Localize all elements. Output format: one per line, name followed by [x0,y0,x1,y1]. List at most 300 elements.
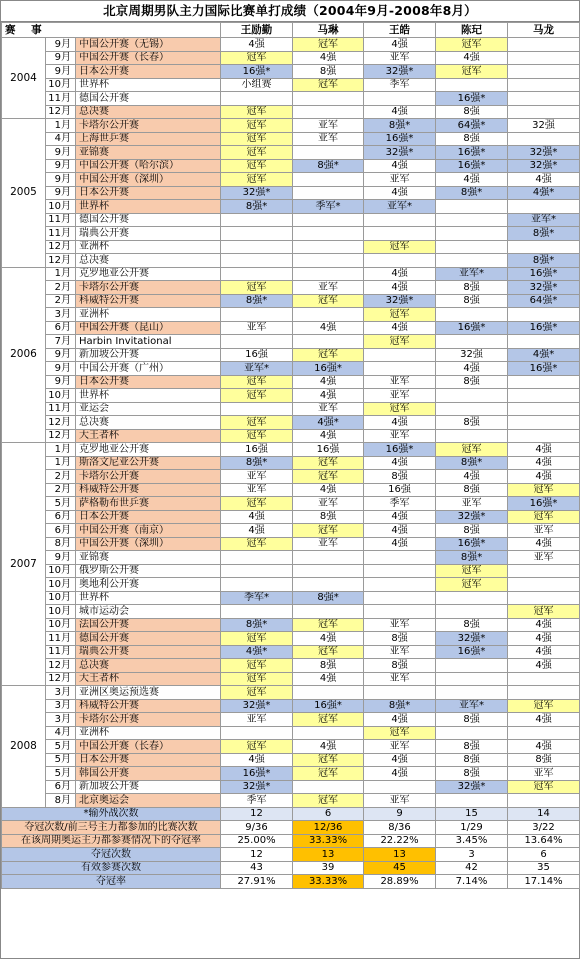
month-cell: 9月 [46,173,76,187]
event-cell: 总决赛 [76,105,221,119]
month-cell: 11月 [46,645,76,659]
month-cell: 12月 [46,254,76,268]
table-row [2,159,580,173]
result-cell: 32强* [436,780,508,794]
result-cell [221,267,293,281]
result-cell: 冠军 [364,308,436,322]
result-cell: 16强* [293,362,364,376]
stats-label: 在该周期奥运主力都参赛情况下的夺冠率 [2,834,221,848]
result-cell [364,213,436,227]
result-cell: 亚军 [364,173,436,187]
result-cell: 亚军* [221,362,293,376]
result-cell: 8强* [436,551,508,565]
result-cell [293,240,364,254]
result-cell: 冠军 [221,51,293,65]
result-cell: 8强 [293,510,364,524]
result-cell [508,416,580,430]
result-cell [436,794,508,808]
event-cell: 日本公开赛 [76,65,221,79]
result-cell: 8强* [436,186,508,200]
result-cell: 4强 [508,618,580,632]
result-cell: 4强 [364,456,436,470]
month-cell: 9月 [46,375,76,389]
result-cell: 32强* [436,632,508,646]
result-cell [508,335,580,349]
result-cell [293,254,364,268]
stats-label: 有效参赛次数 [2,861,221,875]
result-cell [221,92,293,106]
header-event: 赛 事 [2,23,221,38]
event-cell: 总决赛 [76,659,221,673]
month-cell: 5月 [46,497,76,511]
result-cell: 4强 [364,267,436,281]
stats-row [2,848,580,862]
result-cell: 小组赛 [221,78,293,92]
result-cell: 8强* [293,591,364,605]
result-cell: 8强 [436,416,508,430]
table-row [2,186,580,200]
result-cell: 4强 [293,51,364,65]
result-cell: 8强 [293,659,364,673]
month-cell: 5月 [46,753,76,767]
result-cell: 冠军 [221,740,293,754]
month-cell: 12月 [46,672,76,686]
result-cell: 4强 [293,740,364,754]
result-cell: 亚军 [508,524,580,538]
event-cell: 卡塔尔公开赛 [76,119,221,133]
result-cell [293,146,364,160]
result-cell [436,672,508,686]
result-cell: 冠军 [293,645,364,659]
result-cell: 4强 [508,456,580,470]
result-cell: 4强 [508,632,580,646]
month-cell: 10月 [46,78,76,92]
result-cell [436,254,508,268]
table-row [2,497,580,511]
event-cell: 总决赛 [76,254,221,268]
event-cell: 中国公开赛（长春） [76,51,221,65]
result-cell: 亚军 [364,618,436,632]
event-cell: 德国公开赛 [76,92,221,106]
result-cell [293,186,364,200]
result-cell: 亚军 [508,551,580,565]
result-cell [508,794,580,808]
table-row [2,173,580,187]
result-cell: 亚军 [221,483,293,497]
result-cell: 冠军 [436,65,508,79]
month-cell: 3月 [46,308,76,322]
event-cell: 奥地利公开赛 [76,578,221,592]
result-cell: 亚军 [364,429,436,443]
result-cell: 32强 [508,119,580,133]
month-cell: 9月 [46,146,76,160]
result-cell: 64强* [436,119,508,133]
month-cell: 12月 [46,105,76,119]
event-cell: 世界杯 [76,591,221,605]
result-cell: 8强* [221,200,293,214]
result-cell: 32强* [508,146,580,160]
result-cell: 冠军 [221,375,293,389]
event-cell: 亚洲杯 [76,726,221,740]
month-cell: 9月 [46,65,76,79]
result-cell: 32强* [221,780,293,794]
result-cell: 冠军 [221,173,293,187]
result-cell: 冠军 [221,159,293,173]
result-cell: 8强* [508,227,580,241]
result-cell: 32强* [508,159,580,173]
table-row [2,578,580,592]
result-cell: 冠军 [221,497,293,511]
result-cell: 4强* [508,186,580,200]
result-cell: 冠军 [221,281,293,295]
month-cell: 4月 [46,726,76,740]
table-row [2,213,580,227]
result-cell: 16强* [508,362,580,376]
stats-value: 43 [221,861,293,875]
month-cell: 9月 [46,38,76,52]
result-cell: 冠军 [221,429,293,443]
result-cell [436,227,508,241]
result-cell [293,605,364,619]
result-cell: 16强 [221,443,293,457]
table-row [2,726,580,740]
result-cell [436,240,508,254]
result-cell [221,551,293,565]
result-cell: 亚军* [364,200,436,214]
table-row [2,456,580,470]
stats-value: 45 [364,861,436,875]
month-cell: 1月 [46,456,76,470]
result-cell [508,240,580,254]
result-cell: 冠军 [293,618,364,632]
month-cell: 6月 [46,510,76,524]
result-cell: 4强 [293,632,364,646]
result-cell: 亚军 [293,281,364,295]
month-cell: 2月 [46,470,76,484]
result-cell: 冠军 [293,524,364,538]
result-cell: 8强 [436,375,508,389]
month-cell: 9月 [46,348,76,362]
event-cell: 中国公开赛（南京） [76,524,221,538]
result-cell: 8强 [436,524,508,538]
result-cell: 亚军 [364,672,436,686]
result-cell: 冠军 [221,389,293,403]
month-cell: 11月 [46,213,76,227]
table-row [2,686,580,700]
month-cell: 9月 [46,551,76,565]
stats-value: 13 [364,848,436,862]
event-cell: 新加坡公开赛 [76,348,221,362]
stats-value: 13 [293,848,364,862]
result-cell: 冠军 [508,699,580,713]
table-row [2,389,580,403]
result-cell: 16强* [364,132,436,146]
stats-value: 1/29 [436,821,508,835]
result-cell: 16强* [436,92,508,106]
stats-value: 15 [436,807,508,821]
result-cell: 4强 [364,321,436,335]
result-cell: 4强 [293,483,364,497]
table-row [2,740,580,754]
year-cell: 2008 [2,686,46,808]
result-cell: 16强* [436,146,508,160]
results-table [1,22,580,889]
table-row [2,794,580,808]
result-cell: 4强* [293,416,364,430]
result-cell [508,65,580,79]
result-cell [364,92,436,106]
event-cell: 克罗地亚公开赛 [76,267,221,281]
result-cell [508,200,580,214]
table-row [2,632,580,646]
result-cell: 8强* [221,618,293,632]
result-cell: 冠军 [436,443,508,457]
result-cell: 冠军 [293,794,364,808]
result-cell: 4强* [221,645,293,659]
stats-label: *输外战次数 [2,807,221,821]
month-cell: 10月 [46,564,76,578]
result-cell [508,402,580,416]
stats-value: 22.22% [364,834,436,848]
result-cell: 16强* [221,65,293,79]
event-cell: 中国公开赛（深圳） [76,537,221,551]
table-row [2,240,580,254]
result-cell [436,335,508,349]
result-cell [293,308,364,322]
month-cell: 6月 [46,321,76,335]
result-cell: 4强 [364,105,436,119]
result-cell: 冠军 [364,240,436,254]
result-cell: 4强 [436,470,508,484]
table-row [2,524,580,538]
result-cell: 亚军 [364,740,436,754]
stats-label: 夺冠次数 [2,848,221,862]
table-row [2,416,580,430]
table-row [2,605,580,619]
result-cell [364,578,436,592]
event-cell: 克罗地亚公开赛 [76,443,221,457]
month-cell: 11月 [46,402,76,416]
result-cell: 4强 [221,524,293,538]
result-cell [293,92,364,106]
table-row [2,281,580,295]
result-cell [293,105,364,119]
month-cell: 11月 [46,227,76,241]
table-row [2,753,580,767]
result-cell [293,213,364,227]
result-cell [364,564,436,578]
event-cell: 亚锦赛 [76,551,221,565]
event-cell: 中国公开赛（长春） [76,740,221,754]
table-row [2,78,580,92]
table-row [2,92,580,106]
result-cell: 16强* [364,443,436,457]
event-cell: 中国公开赛（深圳） [76,173,221,187]
result-cell: 8强* [364,119,436,133]
month-cell: 10月 [46,605,76,619]
result-cell: 亚军 [364,389,436,403]
result-cell [508,105,580,119]
month-cell: 12月 [46,240,76,254]
year-cell: 2007 [2,443,46,686]
result-cell: 16强* [508,321,580,335]
result-cell: 冠军 [221,132,293,146]
result-cell: 16强* [508,267,580,281]
result-cell [221,308,293,322]
stats-value: 3 [436,848,508,862]
month-cell: 2月 [46,483,76,497]
result-cell [436,78,508,92]
result-cell: 4强 [364,713,436,727]
month-cell: 10月 [46,578,76,592]
stats-value: 12 [221,848,293,862]
month-cell: 5月 [46,740,76,754]
result-cell: 4强 [508,443,580,457]
month-cell: 9月 [46,362,76,376]
result-cell: 亚军 [508,767,580,781]
stats-value: 12/36 [293,821,364,835]
event-cell: 科威特公开赛 [76,483,221,497]
result-cell: 16强* [221,767,293,781]
month-cell: 9月 [46,51,76,65]
result-cell [293,267,364,281]
event-cell: 卡塔尔公开赛 [76,281,221,295]
result-cell: 8强 [364,632,436,646]
event-cell: 日本公开赛 [76,510,221,524]
result-cell: 8强* [221,294,293,308]
result-cell [364,348,436,362]
result-cell [364,686,436,700]
month-cell: 1月 [46,267,76,281]
event-cell: 北京奥运会 [76,794,221,808]
stats-value: 33.33% [293,834,364,848]
result-cell: 亚军* [436,267,508,281]
table-row [2,659,580,673]
result-cell: 冠军 [508,483,580,497]
event-cell: 日本公开赛 [76,753,221,767]
result-cell: 亚军 [293,119,364,133]
month-cell: 12月 [46,416,76,430]
table-row [2,254,580,268]
result-cell: 冠军 [293,713,364,727]
result-cell: 亚军 [221,470,293,484]
event-cell: 日本公开赛 [76,186,221,200]
result-cell: 冠军 [364,402,436,416]
result-cell: 4强 [221,38,293,52]
result-cell: 8强* [508,254,580,268]
result-cell: 4强 [221,510,293,524]
event-cell: 卡塔尔公开赛 [76,470,221,484]
month-cell: 8月 [46,794,76,808]
result-cell: 32强* [221,699,293,713]
result-cell: 8强 [364,470,436,484]
result-cell: 32强* [364,65,436,79]
result-cell [508,564,580,578]
result-cell: 4强 [364,416,436,430]
month-cell: 9月 [46,186,76,200]
result-cell [293,227,364,241]
result-cell: 4强 [364,281,436,295]
result-cell: 16强* [436,537,508,551]
result-cell: 冠军 [293,753,364,767]
result-cell: 冠军 [293,470,364,484]
table-row [2,51,580,65]
month-cell: 3月 [46,713,76,727]
result-cell [364,605,436,619]
result-cell: 16强* [436,321,508,335]
result-cell [364,362,436,376]
result-cell: 16强* [436,159,508,173]
result-cell: 4强 [436,173,508,187]
result-cell [221,564,293,578]
table-row [2,443,580,457]
year-cell: 2004 [2,38,46,119]
result-cell [221,240,293,254]
result-cell: 4强 [508,659,580,673]
event-cell: 法国公开赛 [76,618,221,632]
result-cell: 8强 [364,659,436,673]
result-cell: 8强 [293,65,364,79]
result-cell: 8强 [436,132,508,146]
result-cell: 亚军 [364,794,436,808]
result-cell: 4强 [293,321,364,335]
result-cell: 亚军 [293,132,364,146]
table-row [2,767,580,781]
result-cell: 冠军 [221,672,293,686]
stats-label: 夺冠率 [2,875,221,889]
result-cell [436,213,508,227]
result-cell: 亚军 [364,645,436,659]
result-cell: 4强 [221,753,293,767]
table-row [2,294,580,308]
result-cell: 32强* [436,510,508,524]
event-cell: 日本公开赛 [76,375,221,389]
table-row [2,591,580,605]
event-cell: 科威特公开赛 [76,699,221,713]
result-cell: 16强* [293,699,364,713]
result-cell: 冠军 [221,686,293,700]
result-cell: 4强 [508,470,580,484]
result-cell: 冠军 [436,578,508,592]
result-cell [364,780,436,794]
result-cell: 8强 [436,767,508,781]
result-cell: 8强* [221,456,293,470]
result-cell: 季军 [364,78,436,92]
result-cell: 32强* [364,146,436,160]
month-cell: 10月 [46,591,76,605]
result-cell: 冠军 [508,780,580,794]
stats-row [2,821,580,835]
result-cell: 亚军 [221,713,293,727]
result-cell [508,578,580,592]
table-row [2,119,580,133]
result-cell [508,92,580,106]
table-row [2,348,580,362]
result-cell: 64强* [508,294,580,308]
result-cell: 4强 [508,173,580,187]
stats-value: 14 [508,807,580,821]
result-cell: 4强 [436,51,508,65]
result-cell: 32强* [508,281,580,295]
table-row [2,321,580,335]
table-row [2,537,580,551]
event-cell: 世界杯 [76,389,221,403]
result-cell: 季军 [221,794,293,808]
month-cell: 8月 [46,537,76,551]
result-cell [508,132,580,146]
result-cell: 8强 [436,740,508,754]
result-cell: 冠军 [364,335,436,349]
